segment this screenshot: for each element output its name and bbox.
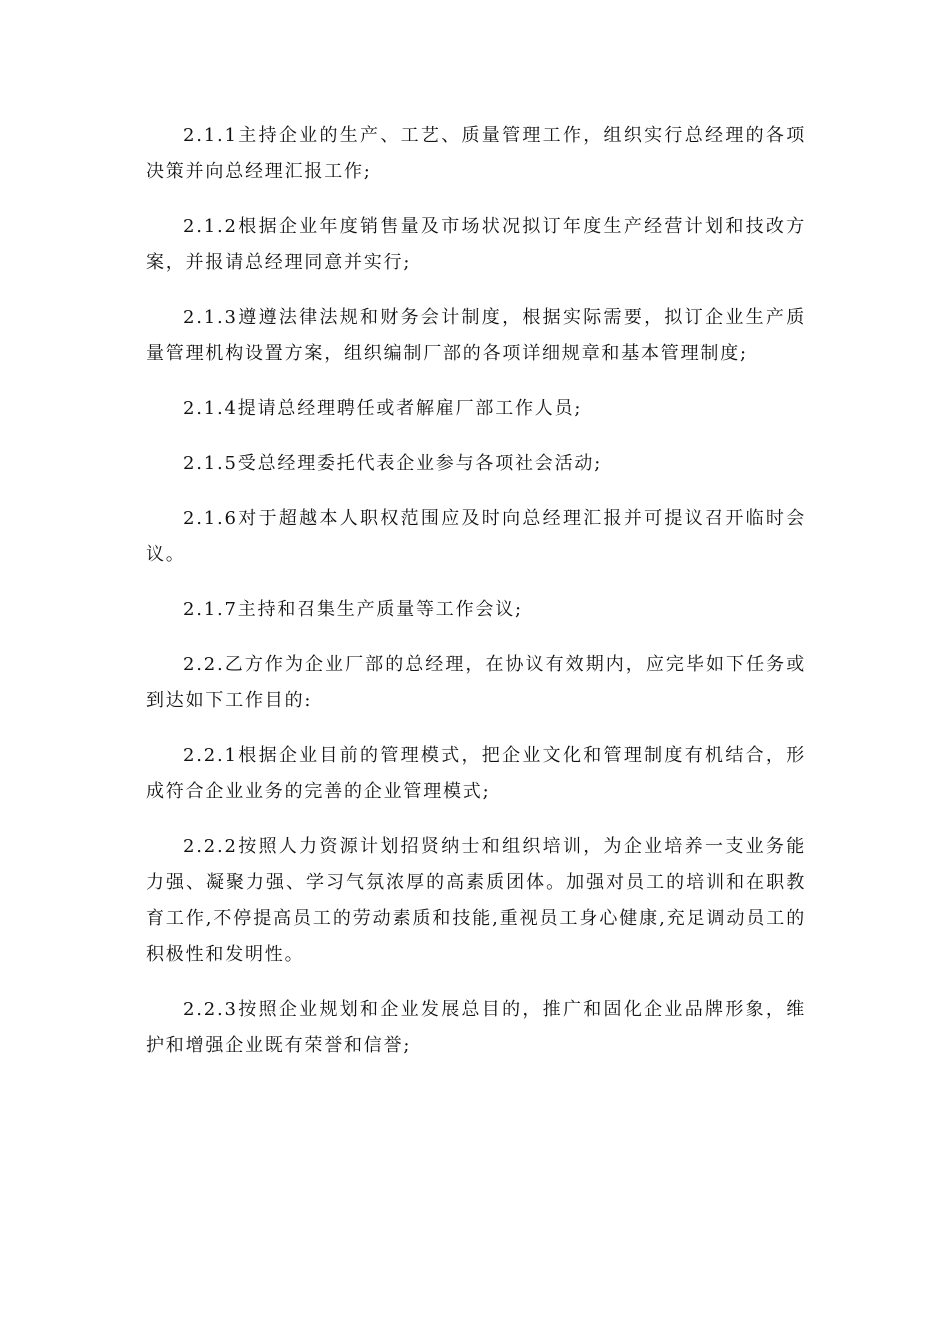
- clause-2-1-2: 2.1.2根据企业年度销售量及市场状况拟订年度生产经营计划和技改方案，并报请总经理同意并实行;: [146, 216, 806, 273]
- clause-2-1-6: 2.1.6对于超越本人职权范围应及时向总经理汇报并可提议召开临时会议。: [146, 508, 806, 565]
- clause-2-2: 2.2.乙方作为企业厂部的总经理，在协议有效期内，应完毕如下任务或到达如下工作目的:: [146, 654, 806, 711]
- clause-2-2-3: 2.2.3按照企业规划和企业发展总目的，推广和固化企业品牌形象，维护和增强企业既有荣誉和信誉;: [146, 999, 806, 1056]
- clause-2-1-3: 2.1.3遵遵法律法规和财务会计制度，根据实际需要，拟订企业生产质量管理机构设置方案，组织编制厂部的各项详细规章和基本管理制度;: [146, 307, 806, 364]
- document-body: [146, 118, 806, 1083]
- clause-2-2-2: 2.2.2按照人力资源计划招贤纳士和组织培训，为企业培养一支业务能力强、凝聚力强、学习气氛浓厚的高素质团体。加强对员工的培训和在职教育工作,不停提高员工的劳动素质和技能,重视员工身心健康,充足调动员工的积极性和发明性。: [146, 836, 806, 965]
- clause-2-1-4: 2.1.4提请总经理聘任或者解雇厂部工作人员;: [183, 398, 583, 419]
- clause-2-1-7: 2.1.7主持和召集生产质量等工作会议;: [183, 599, 523, 620]
- clause-2-1-1: 2.1.1主持企业的生产、工艺、质量管理工作，组织实行总经理的各项决策并向总经理汇报工作;: [146, 125, 806, 182]
- clause-2-2-1: 2.2.1根据企业目前的管理模式，把企业文化和管理制度有机结合，形成符合企业业务的完善的企业管理模式;: [146, 745, 806, 802]
- clause-2-1-5: 2.1.5受总经理委托代表企业参与各项社会活动;: [183, 453, 603, 474]
